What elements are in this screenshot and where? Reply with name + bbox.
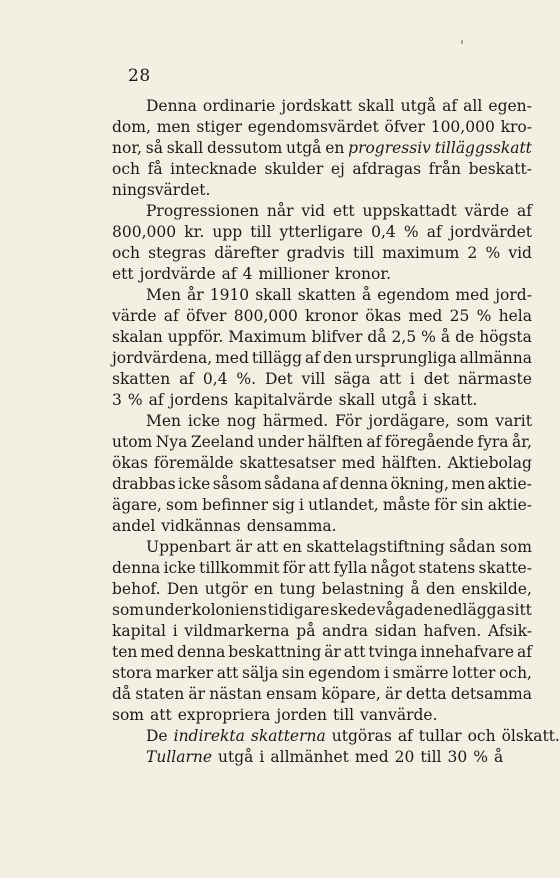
- word: af: [426, 223, 442, 241]
- word: jordvärdena,: [112, 349, 213, 367]
- word: högsta: [479, 328, 532, 346]
- word: å: [440, 328, 451, 346]
- word: skulder: [264, 160, 324, 178]
- word: en: [282, 538, 302, 556]
- word: skall: [255, 286, 292, 304]
- word: 3: [112, 391, 122, 409]
- word: och: [112, 160, 140, 178]
- word: tung: [279, 580, 316, 598]
- word: hela: [498, 307, 532, 325]
- word: sådana: [264, 475, 320, 493]
- word: 2: [467, 244, 478, 262]
- word: en: [253, 580, 274, 598]
- word: med: [455, 286, 490, 304]
- word: värde: [464, 202, 510, 220]
- word: tvinga: [368, 643, 418, 661]
- text-line: [112, 663, 532, 684]
- word: utgör: [204, 580, 248, 598]
- word: få: [147, 160, 163, 178]
- word: För: [334, 412, 362, 430]
- word: ett: [332, 202, 355, 220]
- text-line: [112, 726, 560, 747]
- word: ett: [112, 265, 134, 283]
- word: af: [397, 727, 413, 745]
- text-line: [112, 558, 532, 579]
- word: aktie-: [487, 475, 532, 493]
- text-line: [112, 264, 532, 285]
- word: millioner: [258, 265, 329, 283]
- word: icke: [178, 475, 211, 493]
- word: 20: [394, 748, 415, 766]
- text-line: [112, 705, 532, 726]
- word: Afsik-: [488, 622, 532, 640]
- text-line: [112, 285, 532, 306]
- word: af: [442, 97, 458, 115]
- word: i: [259, 748, 265, 766]
- word: ningsvärdet.: [112, 181, 211, 199]
- word: beskattning: [228, 643, 322, 661]
- word: 100,000: [430, 118, 495, 136]
- word: kronor: [305, 307, 359, 325]
- text-line: [112, 117, 532, 138]
- text-line: [112, 138, 532, 159]
- word: egendomsvärdet: [247, 118, 379, 136]
- word: med: [140, 643, 175, 661]
- word: skatten: [112, 370, 171, 388]
- word: men: [156, 118, 191, 136]
- word: ursprungliga: [355, 349, 457, 367]
- word: i: [384, 664, 390, 682]
- word: sitt: [506, 601, 532, 619]
- word: allmänna: [459, 349, 532, 367]
- word: %: [473, 748, 488, 766]
- word: en: [325, 139, 345, 157]
- word: utgöras: [331, 727, 392, 745]
- word: ensam: [266, 685, 318, 703]
- word: som: [499, 538, 532, 556]
- text-line: [112, 495, 532, 516]
- word: detsamma: [450, 685, 532, 703]
- word: så: [145, 139, 163, 157]
- word: till: [250, 223, 272, 241]
- word: köpare,: [321, 685, 381, 703]
- word: nog: [226, 412, 257, 430]
- word: Det: [264, 370, 293, 388]
- word: skede: [330, 601, 376, 619]
- word: att: [379, 370, 402, 388]
- word: utgå: [218, 748, 254, 766]
- word: för: [434, 496, 457, 514]
- word: statens: [418, 559, 476, 577]
- word: måste: [382, 496, 431, 514]
- word: att: [216, 664, 239, 682]
- word: vågade: [376, 601, 433, 619]
- word: de: [455, 328, 475, 346]
- text-line: [112, 579, 532, 600]
- word: Denna: [146, 97, 197, 115]
- word: sig: [272, 496, 295, 514]
- word: utgå: [286, 139, 322, 157]
- word: icke: [163, 559, 196, 577]
- text-line: [112, 600, 532, 621]
- word: 30: [447, 748, 468, 766]
- word: ordinarie: [202, 97, 276, 115]
- word: stiger: [196, 118, 242, 136]
- word: tillkommit: [199, 559, 280, 577]
- word: å: [361, 286, 372, 304]
- word: på: [296, 622, 316, 640]
- word: det: [423, 370, 450, 388]
- text-line: [112, 390, 532, 411]
- word: öfver: [186, 307, 227, 325]
- word: Zeeland: [190, 433, 255, 451]
- paragraph: [112, 411, 532, 537]
- paragraph: [112, 201, 532, 285]
- word: å: [493, 748, 504, 766]
- word: drabbas: [112, 475, 176, 493]
- word: ägare,: [112, 496, 162, 514]
- word: %.: [236, 370, 257, 388]
- word: skattelagstiftning: [306, 538, 445, 556]
- text-line: [112, 243, 532, 264]
- word: intecknade: [170, 160, 257, 178]
- word: behof.: [112, 580, 161, 598]
- word: all: [463, 97, 483, 115]
- word: afdragas: [352, 160, 422, 178]
- text-line: [112, 432, 532, 453]
- paragraph: [112, 747, 532, 768]
- word: 800,000: [233, 307, 298, 325]
- word: men: [451, 475, 486, 493]
- word: egendom: [377, 286, 450, 304]
- text-line: [112, 159, 532, 180]
- word: ökning,: [390, 475, 449, 493]
- word: De: [146, 727, 168, 745]
- word: som: [112, 706, 144, 724]
- word: säga: [334, 370, 371, 388]
- text-line: [112, 453, 532, 474]
- word: innehafvare: [420, 643, 515, 661]
- word: varit: [495, 412, 532, 430]
- word: hälften.: [381, 454, 442, 472]
- word: föregående: [384, 433, 474, 451]
- word: beskatt-: [468, 160, 532, 178]
- word: jordvärde: [139, 265, 216, 283]
- word: ej: [330, 160, 345, 178]
- body-text: [112, 96, 560, 768]
- word: Progressionen: [146, 202, 260, 220]
- text-line: [112, 348, 532, 369]
- text-line: [112, 222, 532, 243]
- word: sin: [460, 496, 484, 514]
- word: nedlägga: [433, 601, 506, 619]
- word: Aktiebolag: [447, 454, 532, 472]
- word: %: [476, 307, 492, 325]
- word: dom,: [112, 118, 151, 136]
- word: vill: [301, 370, 326, 388]
- paragraph: [112, 537, 532, 726]
- word: %: [421, 328, 436, 346]
- page-number: 28: [128, 66, 151, 86]
- word: vid: [301, 202, 326, 220]
- word: ökas: [112, 454, 148, 472]
- text-line: [112, 516, 532, 537]
- word: expropriera: [177, 706, 271, 724]
- word: ökas: [365, 307, 402, 325]
- word: 4: [242, 265, 253, 283]
- word: är: [324, 643, 341, 661]
- word: som: [112, 601, 144, 619]
- text-line: [112, 306, 532, 327]
- word: ölskatt.: [501, 727, 560, 745]
- word: gradvis: [286, 244, 345, 262]
- text-line: [112, 684, 532, 705]
- word: under: [144, 601, 192, 619]
- word: kapital: [112, 622, 166, 640]
- word: når: [266, 202, 294, 220]
- word: af: [516, 643, 532, 661]
- word: är: [235, 538, 253, 556]
- text-line: [112, 327, 532, 348]
- word: i: [409, 370, 415, 388]
- word: af: [322, 475, 338, 493]
- word: 0,4: [202, 370, 228, 388]
- italic-word: skatterna: [250, 727, 326, 745]
- word: sådan: [449, 538, 496, 556]
- word: utlandet,: [308, 496, 379, 514]
- word: skall: [358, 97, 395, 115]
- word: %: [403, 223, 419, 241]
- word: Men: [146, 412, 182, 430]
- word: till: [420, 748, 442, 766]
- text-line: [112, 96, 532, 117]
- word: att: [149, 706, 172, 724]
- word: till: [352, 244, 375, 262]
- word: att: [256, 538, 279, 556]
- word: då: [112, 685, 132, 703]
- italic-word: indirekta: [173, 727, 245, 745]
- word: staten: [135, 685, 185, 703]
- word: att: [343, 643, 366, 661]
- word: vid: [508, 244, 532, 262]
- word: af: [366, 433, 382, 451]
- word: %: [485, 244, 501, 262]
- word: utgå: [381, 391, 417, 409]
- word: Men: [146, 286, 182, 304]
- word: kapitalvärde: [234, 391, 333, 409]
- word: koloniens: [191, 601, 267, 619]
- word: och: [467, 727, 496, 745]
- word: detta: [405, 685, 447, 703]
- word: år: [187, 286, 204, 304]
- italic-word: progressiv: [348, 139, 431, 157]
- word: andra: [322, 622, 368, 640]
- word: skatten: [297, 286, 356, 304]
- word: af: [305, 349, 320, 367]
- word: dessutom: [207, 139, 283, 157]
- word: uppför.: [167, 328, 224, 346]
- word: befinner: [202, 496, 269, 514]
- word: fylla: [333, 559, 368, 577]
- word: 0,4: [371, 223, 396, 241]
- text-line: [112, 642, 532, 663]
- word: smärre: [392, 664, 449, 682]
- word: såsom: [212, 475, 262, 493]
- word: egen-: [488, 97, 532, 115]
- word: utom: [112, 433, 153, 451]
- word: är: [384, 685, 402, 703]
- word: 25: [449, 307, 470, 325]
- word: maximum: [382, 244, 460, 262]
- word: skall: [166, 139, 204, 157]
- word: år,: [512, 433, 532, 451]
- word: från: [428, 160, 462, 178]
- italic-word: Tullarne: [146, 748, 213, 766]
- word: 1910: [209, 286, 250, 304]
- word: under: [257, 433, 305, 451]
- word: som: [456, 412, 489, 430]
- text-line: [112, 537, 532, 558]
- word: af: [516, 202, 532, 220]
- word: densamma.: [246, 517, 337, 535]
- word: skalan: [112, 328, 163, 346]
- word: tillägg: [251, 349, 303, 367]
- word: med: [354, 748, 389, 766]
- word: med: [215, 349, 249, 367]
- word: enskilde,: [461, 580, 532, 598]
- word: kr.: [184, 223, 205, 241]
- word: sidan: [374, 622, 417, 640]
- word: sälja: [241, 664, 279, 682]
- text-line: [112, 201, 532, 222]
- word: ytterligare: [279, 223, 363, 241]
- word: som: [166, 496, 198, 514]
- word: öfver: [384, 118, 425, 136]
- word: 800,000: [112, 223, 177, 241]
- word: jordens: [169, 391, 229, 409]
- word: vildmarkerna: [184, 622, 290, 640]
- text-line: [112, 747, 532, 768]
- word: tidigare: [267, 601, 330, 619]
- word: för: [282, 559, 306, 577]
- word: skattesatser: [239, 454, 336, 472]
- word: i: [422, 391, 428, 409]
- word: till: [333, 706, 355, 724]
- text-line: [112, 180, 532, 201]
- text-line: [112, 411, 532, 432]
- word: skall: [338, 391, 376, 409]
- word: egendom: [308, 664, 381, 682]
- word: andel: [112, 517, 156, 535]
- word: hafven.: [423, 622, 482, 640]
- word: jordskatt: [281, 97, 352, 115]
- word: 2,5: [391, 328, 417, 346]
- word: denna: [177, 643, 226, 661]
- word: Maximum: [228, 328, 307, 346]
- word: föremälde: [153, 454, 234, 472]
- word: med: [408, 307, 443, 325]
- paragraph: [112, 726, 560, 747]
- word: uppskattadt: [362, 202, 457, 220]
- word: jordägare,: [368, 412, 450, 430]
- word: utgå: [400, 97, 436, 115]
- word: i: [172, 622, 178, 640]
- word: kro-: [500, 118, 532, 136]
- word: hälften: [307, 433, 363, 451]
- word: af: [148, 391, 164, 409]
- word: af: [221, 265, 237, 283]
- word: Den: [166, 580, 199, 598]
- word: af: [163, 307, 179, 325]
- word: stegras: [148, 244, 207, 262]
- text-line: [112, 474, 532, 495]
- word: aktie-: [487, 496, 532, 514]
- word: skatte-: [478, 559, 532, 577]
- word: i: [299, 496, 305, 514]
- paper-speck: [461, 40, 463, 44]
- word: stora: [112, 664, 153, 682]
- word: närmaste: [457, 370, 532, 388]
- word: belastning: [321, 580, 405, 598]
- word: nästan: [209, 685, 262, 703]
- word: sin: [281, 664, 305, 682]
- italic-word: tilläggsskatt: [434, 139, 532, 157]
- word: denna: [112, 559, 161, 577]
- word: å: [410, 580, 420, 598]
- word: då: [367, 328, 387, 346]
- word: Nya: [155, 433, 188, 451]
- word: jord-: [495, 286, 532, 304]
- word: tullar: [418, 727, 462, 745]
- word: vidkännas: [161, 517, 241, 535]
- word: marker: [155, 664, 214, 682]
- word: af: [179, 370, 195, 388]
- word: nor,: [112, 139, 142, 157]
- word: och: [112, 244, 140, 262]
- word: därefter: [214, 244, 279, 262]
- word: jorden: [276, 706, 328, 724]
- word: kronor.: [334, 265, 392, 283]
- word: och,: [499, 664, 532, 682]
- paragraph: [112, 285, 532, 411]
- word: lotter: [452, 664, 496, 682]
- word: att: [308, 559, 331, 577]
- word: icke: [187, 412, 221, 430]
- word: skatt.: [433, 391, 478, 409]
- word: med: [341, 454, 376, 472]
- word: den: [322, 349, 353, 367]
- text-line: [112, 621, 532, 642]
- text-line: [112, 369, 532, 390]
- word: upp: [212, 223, 243, 241]
- word: är: [188, 685, 206, 703]
- word: allmänhet: [270, 748, 349, 766]
- word: Uppenbart: [146, 538, 231, 556]
- word: blifver: [311, 328, 363, 346]
- word: något: [370, 559, 416, 577]
- word: vanvärde.: [360, 706, 438, 724]
- word: fyra: [477, 433, 509, 451]
- word: värde: [112, 307, 157, 325]
- paragraph: [112, 96, 532, 201]
- word: %: [127, 391, 143, 409]
- word: härmed.: [262, 412, 329, 430]
- word: ten: [112, 643, 138, 661]
- word: den: [426, 580, 456, 598]
- word: jordvärdet: [449, 223, 532, 241]
- word: denna: [339, 475, 389, 493]
